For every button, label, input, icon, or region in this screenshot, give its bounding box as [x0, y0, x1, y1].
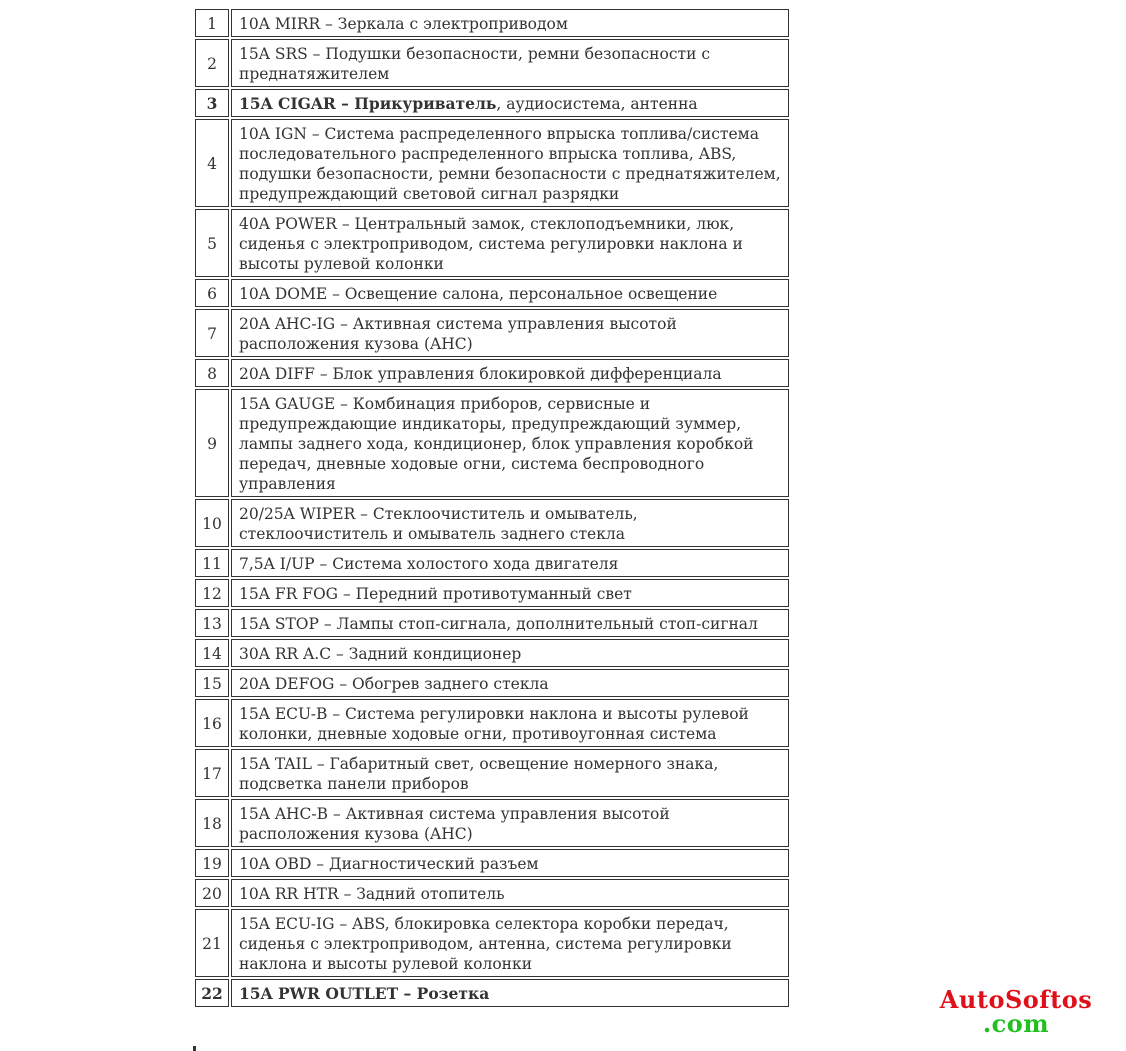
site-watermark	[921, 986, 1111, 1038]
fuse-number-cell: 20	[195, 879, 229, 907]
fuse-description-lead: 15A AHC-B – Активная система управления высотой расположения кузова (AHC)	[239, 805, 670, 843]
fuse-description-lead: 15A ECU-B – Система регулировки наклона и высоты рулевой колонки, дневные ходовые огни, противоугонная система	[239, 705, 749, 743]
fuse-description-cell	[231, 549, 789, 577]
table-row	[195, 499, 789, 547]
fuse-number-cell: 15	[195, 669, 229, 697]
fuse-number-cell: 2	[195, 39, 229, 87]
table-row	[195, 579, 789, 607]
fuse-description-cell	[231, 499, 789, 547]
fuse-description-lead: 7,5A I/UP – Система холостого хода двигателя	[239, 555, 619, 573]
fuse-description-cell	[231, 849, 789, 877]
fuse-number-cell: 8	[195, 359, 229, 387]
fuse-description-lead: 30A RR A.C – Задний кондиционер	[239, 645, 522, 663]
fuse-number-cell: 7	[195, 309, 229, 357]
fuse-description-cell	[231, 909, 789, 977]
fuse-description-lead: 15A TAIL – Габаритный свет, освещение номерного знака, подсветка панели приборов	[239, 755, 719, 793]
fuse-number-cell: 13	[195, 609, 229, 637]
fuse-description-lead: 15A PWR OUTLET – Розетка	[239, 984, 490, 1003]
fuse-description-lead: 10A MIRR – Зеркала с электроприводом	[239, 15, 568, 33]
table-row	[195, 119, 789, 207]
fuse-number-cell: 9	[195, 389, 229, 497]
fuse-description-cell	[231, 39, 789, 87]
fuse-description-cell	[231, 979, 789, 1007]
table-row	[195, 39, 789, 87]
fuse-description-cell	[231, 309, 789, 357]
fuse-description-lead: 15A CIGAR – Прикуриватель	[239, 94, 497, 113]
fuse-description-lead: 10A OBD – Диагностический разъем	[239, 855, 539, 873]
fuse-description-lead: 15A STOP – Лампы стоп-сигнала, дополнительный стоп-сигнал	[239, 615, 758, 633]
fuse-description-cell	[231, 209, 789, 277]
fuse-number-cell: 4	[195, 119, 229, 207]
fuse-table-body	[195, 9, 789, 1007]
table-row	[195, 639, 789, 667]
fuse-description-cell	[231, 9, 789, 37]
table-row	[195, 909, 789, 977]
watermark-line1: AutoSoftos	[939, 985, 1093, 1014]
table-row	[195, 749, 789, 797]
fuse-description-cell	[231, 119, 789, 207]
table-row	[195, 799, 789, 847]
fuse-number-cell: 3	[195, 89, 229, 117]
fuse-number-cell: 6	[195, 279, 229, 307]
table-row	[195, 549, 789, 577]
table-row	[195, 979, 789, 1007]
table-row	[195, 879, 789, 907]
fuse-number-cell: 16	[195, 699, 229, 747]
table-row	[195, 309, 789, 357]
fuse-number-cell: 19	[195, 849, 229, 877]
fuse-description-lead: 20A DIFF – Блок управления блокировкой дифференциала	[239, 365, 722, 383]
fuse-description-cell	[231, 579, 789, 607]
fuse-description-lead: 20A DEFOG – Обогрев заднего стекла	[239, 675, 549, 693]
table-row	[195, 669, 789, 697]
table-row	[195, 209, 789, 277]
fuse-description-lead: 10A IGN – Система распределенного впрыска топлива/система последовательного распределенного впрыска топлива, ABS, подушки безопасности, ремни безопасности с преднатяжителем, предупреждающий световой сигнал разрядки	[239, 125, 781, 203]
fuse-table	[193, 7, 791, 1009]
fuse-description-cell	[231, 639, 789, 667]
fuse-number-cell: 1	[195, 9, 229, 37]
fuse-number-cell: 22	[195, 979, 229, 1007]
table-row	[195, 89, 789, 117]
table-row	[195, 699, 789, 747]
fuse-description-cell	[231, 879, 789, 907]
fuse-description-lead: 15A ECU-IG – ABS, блокировка селектора коробки передач, сиденья с электроприводом, антенна, система регулировки наклона и высоты рулевой колонки	[239, 915, 732, 973]
fuse-description-lead: 40A POWER – Центральный замок, стеклоподъемники, люк, сиденья с электроприводом, система регулировки наклона и высоты рулевой колонки	[239, 215, 743, 273]
fuse-description-cell	[231, 389, 789, 497]
watermark-line2: .com	[982, 1009, 1050, 1038]
fuse-number-cell: 10	[195, 499, 229, 547]
fuse-number-cell: 5	[195, 209, 229, 277]
fuse-description-cell	[231, 359, 789, 387]
fuse-description-lead: 15A SRS – Подушки безопасности, ремни безопасности с преднатяжителем	[239, 45, 711, 83]
fuse-description-cell	[231, 279, 789, 307]
fuse-number-cell: 11	[195, 549, 229, 577]
fuse-description-lead: 15A FR FOG – Передний противотуманный свет	[239, 585, 632, 603]
fuse-number-cell: 17	[195, 749, 229, 797]
fuse-number-cell: 21	[195, 909, 229, 977]
table-row	[195, 279, 789, 307]
fuse-description-lead: 10A RR HTR – Задний отопитель	[239, 885, 505, 903]
fuse-description-rest: , аудиосистема, антенна	[496, 95, 698, 113]
fuse-description-lead: 20/25A WIPER – Стеклоочиститель и омыватель, стеклоочиститель и омыватель заднего стекла	[239, 505, 638, 543]
table-row	[195, 9, 789, 37]
fuse-description-cell	[231, 609, 789, 637]
table-row	[195, 609, 789, 637]
fuse-description-lead: 20A AHC-IG – Активная система управления высотой расположения кузова (AHC)	[239, 315, 677, 353]
fuse-description-cell	[231, 699, 789, 747]
fuse-number-cell: 14	[195, 639, 229, 667]
fuse-number-cell: 18	[195, 799, 229, 847]
table-row	[195, 359, 789, 387]
fuse-description-lead: 10A DOME – Освещение салона, персональное освещение	[239, 285, 718, 303]
fuse-description-cell	[231, 669, 789, 697]
fuse-description-cell	[231, 89, 789, 117]
table-row	[195, 389, 789, 497]
fuse-number-cell: 12	[195, 579, 229, 607]
fuse-description-lead: 15A GAUGE – Комбинация приборов, сервисные и предупреждающие индикаторы, предупреждающий зуммер, лампы заднего хода, кондиционер, блок управления коробкой передач, дневные ходовые огни, система беспроводного управления	[239, 395, 754, 493]
table-row	[195, 849, 789, 877]
fuse-description-cell	[231, 749, 789, 797]
scroll-marker	[193, 1046, 196, 1051]
fuse-description-cell	[231, 799, 789, 847]
